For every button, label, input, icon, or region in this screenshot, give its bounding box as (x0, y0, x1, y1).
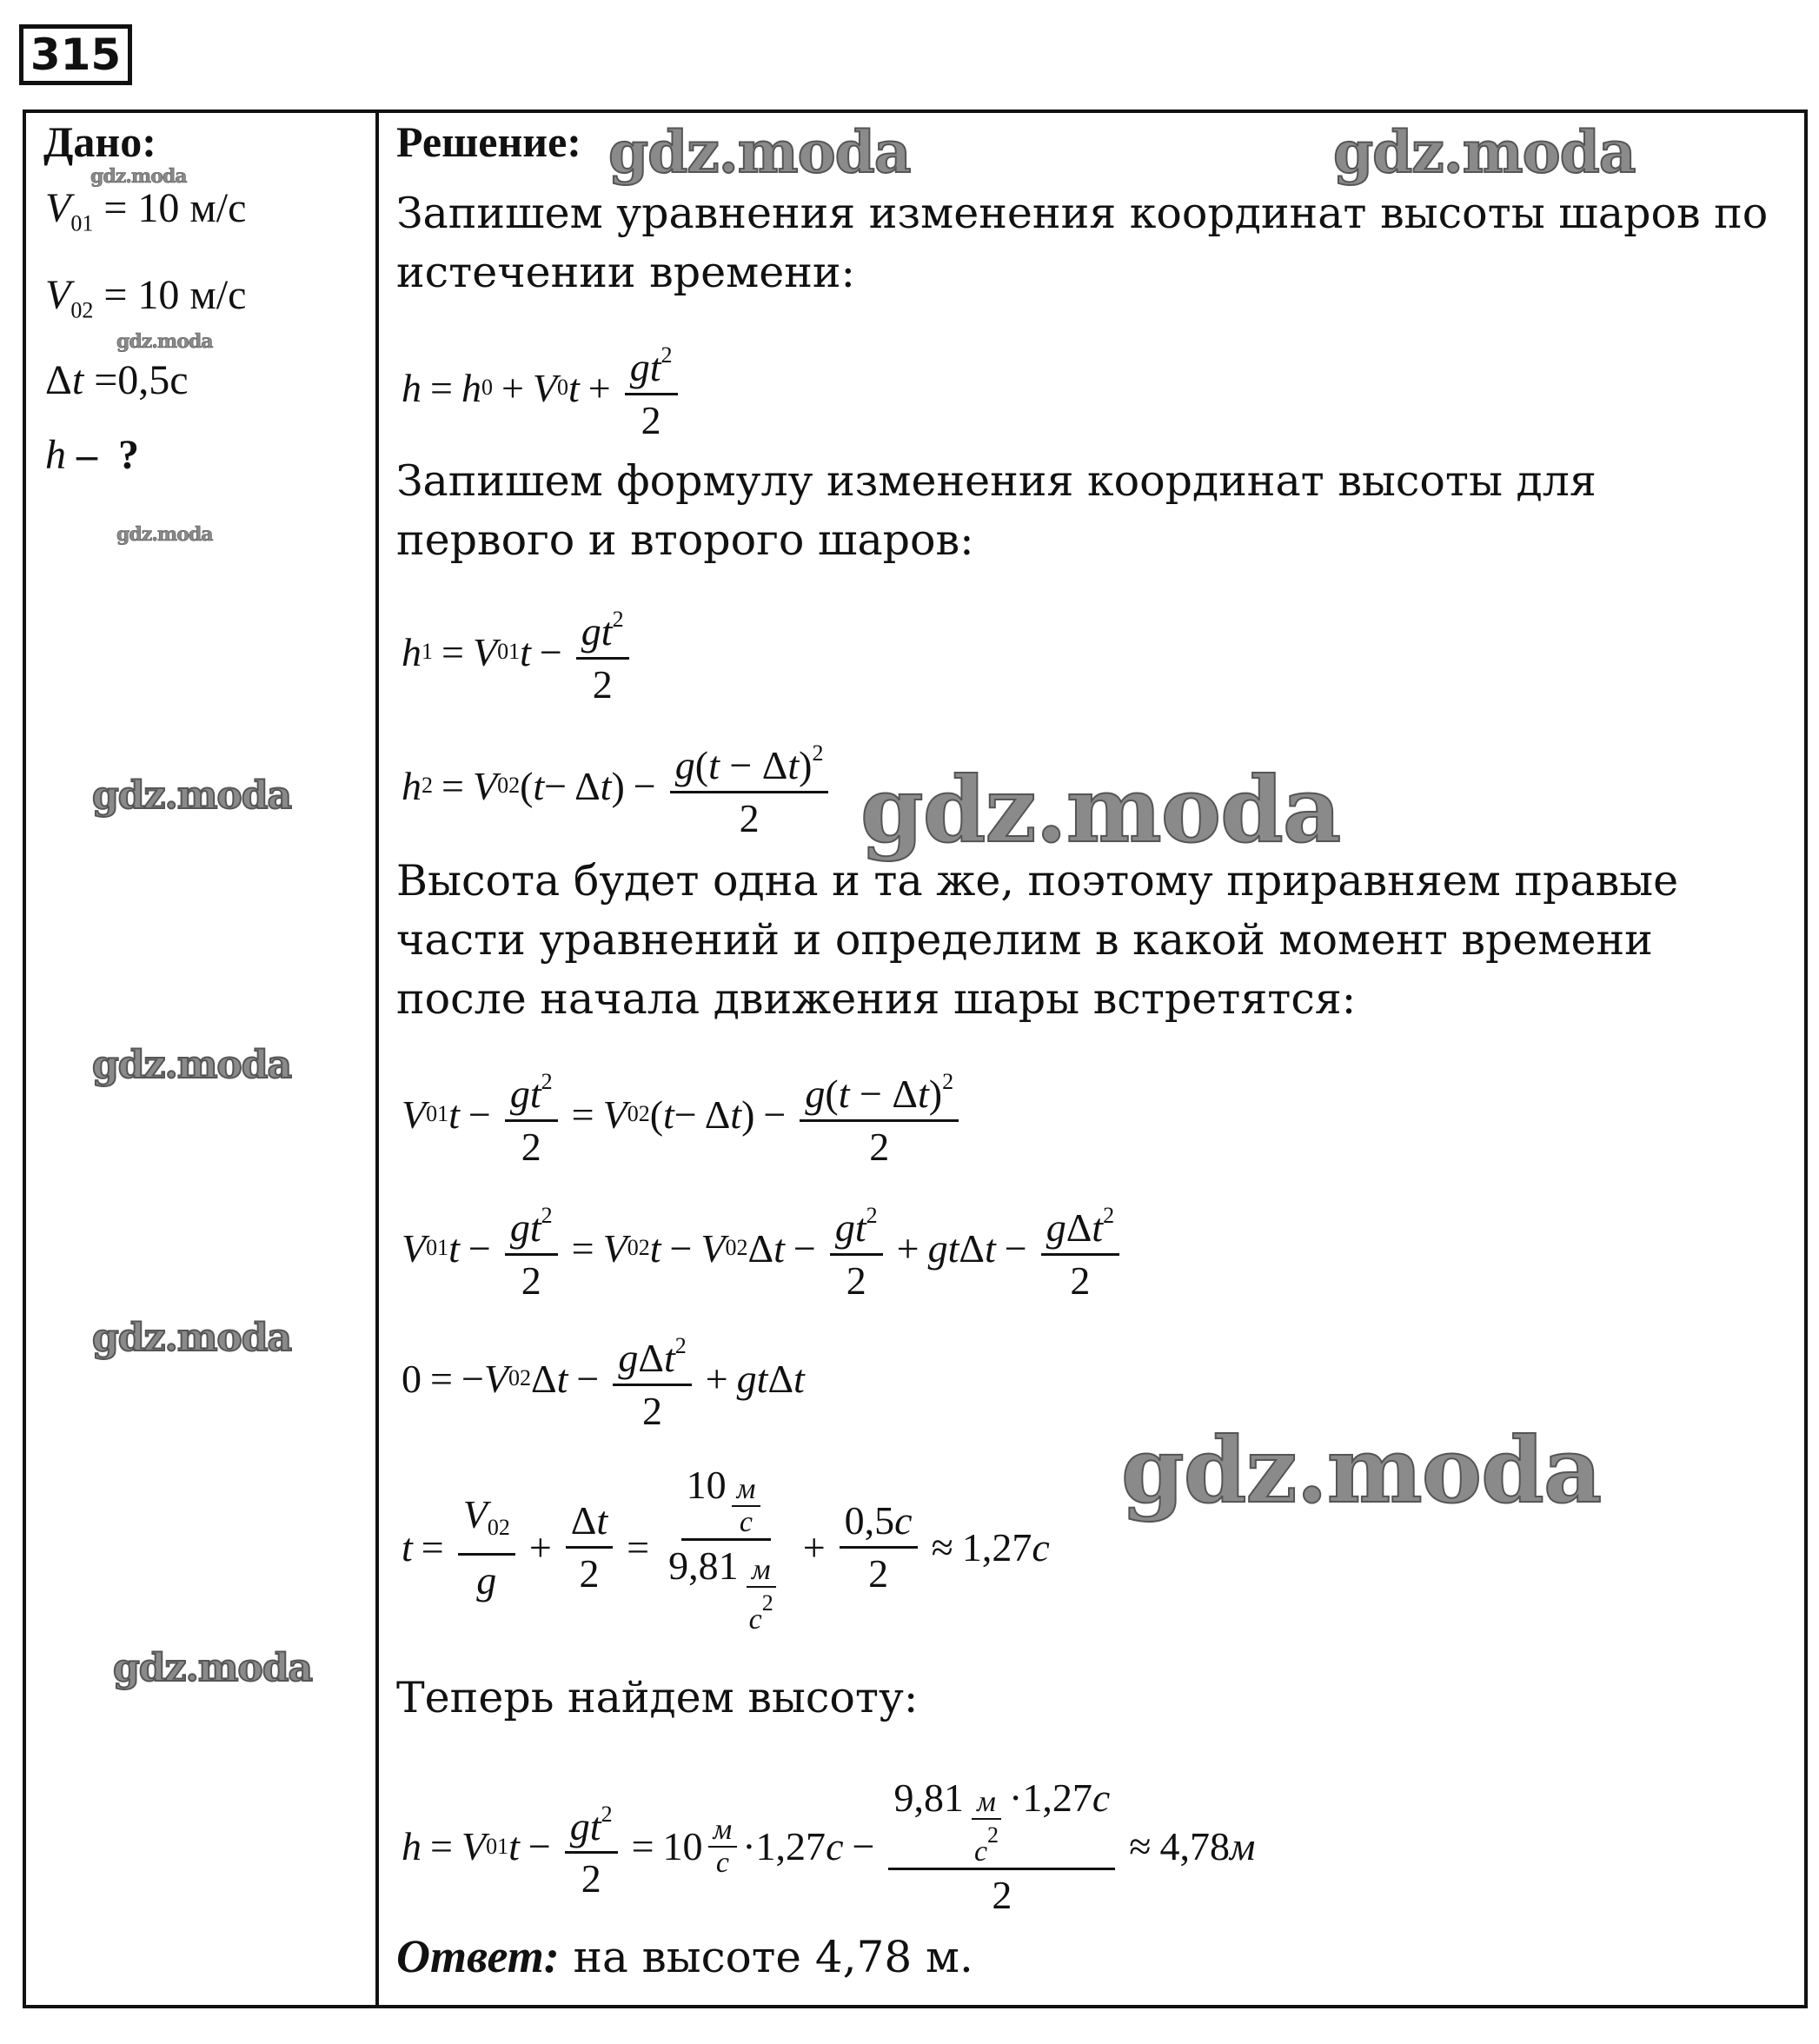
equation-5: V 01 t − $\frac{gt^2}{2}$ = V 02 t − V 02 Δ t − $\frac{gt^2}{2}$ + gt Δ t − $\frac{g\Delta t^2}{2}$ (402, 1191, 1125, 1306)
answer-label: Ответ: (396, 1930, 560, 1982)
paragraph-2: Запишем формулу изменения координат высоты для первого и второго шаров: (396, 456, 1597, 565)
solution-title: Решение: (396, 117, 581, 166)
paragraph-3: Высота будет одна и та же, поэтому приравняем правые части уравнений и определим в какой момент времени после начала движения шары встретятся: (396, 856, 1679, 1024)
given-unknown: h – ? (45, 432, 139, 478)
paragraph-1: Запишем уравнения изменения координат высоты шаров по истечении времени: (396, 189, 1769, 297)
watermark: gdz.moda (90, 165, 187, 188)
watermark: gdz.moda (92, 773, 292, 818)
given-v01: $V_{01} = 10$ м/с (45, 185, 247, 236)
answer-text: на высоте 4,78 м. (559, 1932, 973, 1982)
equation-3: h 2 = V 02 ( t − Δ t ) − $\frac{g(t - \Delta t)^2}{2}$ (402, 728, 833, 844)
watermark: gdz.moda (1333, 118, 1636, 186)
watermark: gdz.moda (608, 118, 911, 186)
watermark: gdz.moda (116, 523, 213, 546)
answer (396, 1929, 973, 1983)
equation-4: V 01 t − $\frac{gt^2}{2}$ = V 02 ( t − Δ t ) − $\frac{g(t - \Delta t)^2}{2}$ (402, 1057, 964, 1172)
problem-number: 315 (19, 24, 132, 85)
given-dt: Δt =0,5c (45, 357, 189, 403)
equation-7: t = $\frac{V_{02}}{g}$ + $\frac{\Delta t}{2}$ = 10 $\frac{м}{c}$ 9,81 $\frac{м}{c^2}$ + $\frac{0,5c}{2}$ ≈ 1,27 c (402, 1460, 1050, 1636)
equation-1: h = h 0 + V 0 t + $\frac{gt^2}{2}$ (402, 330, 683, 446)
equation-8: h = V 01 t − $\frac{gt^2}{2}$ = 10 $\frac{м}{c}$ ·1,27 c − 9,81 $\frac{м}{c^2}$ ·1,27c 2 ≈ 4,78 м (402, 1773, 1255, 1921)
watermark: gdz.moda (116, 330, 213, 353)
watermark: gdz.moda (860, 756, 1341, 863)
column-divider (375, 110, 379, 2008)
watermark: gdz.moda (113, 1646, 313, 1690)
watermark: gdz.moda (92, 1316, 292, 1360)
given-title: Дано: (43, 117, 156, 166)
given-v02: $V_{02} = 10$ м/с (45, 272, 247, 323)
paragraph-4: Теперь найдем высоту: (396, 1673, 919, 1722)
equation-6: 0 = − V 02 Δ t − $\frac{g\Delta t^2}{2}$ + gt Δ t (402, 1321, 805, 1437)
watermark: gdz.moda (1121, 1417, 1602, 1523)
equation-2: h 1 = V 01 t − $\frac{gt^2}{2}$ (402, 594, 634, 710)
watermark: gdz.moda (92, 1043, 292, 1087)
